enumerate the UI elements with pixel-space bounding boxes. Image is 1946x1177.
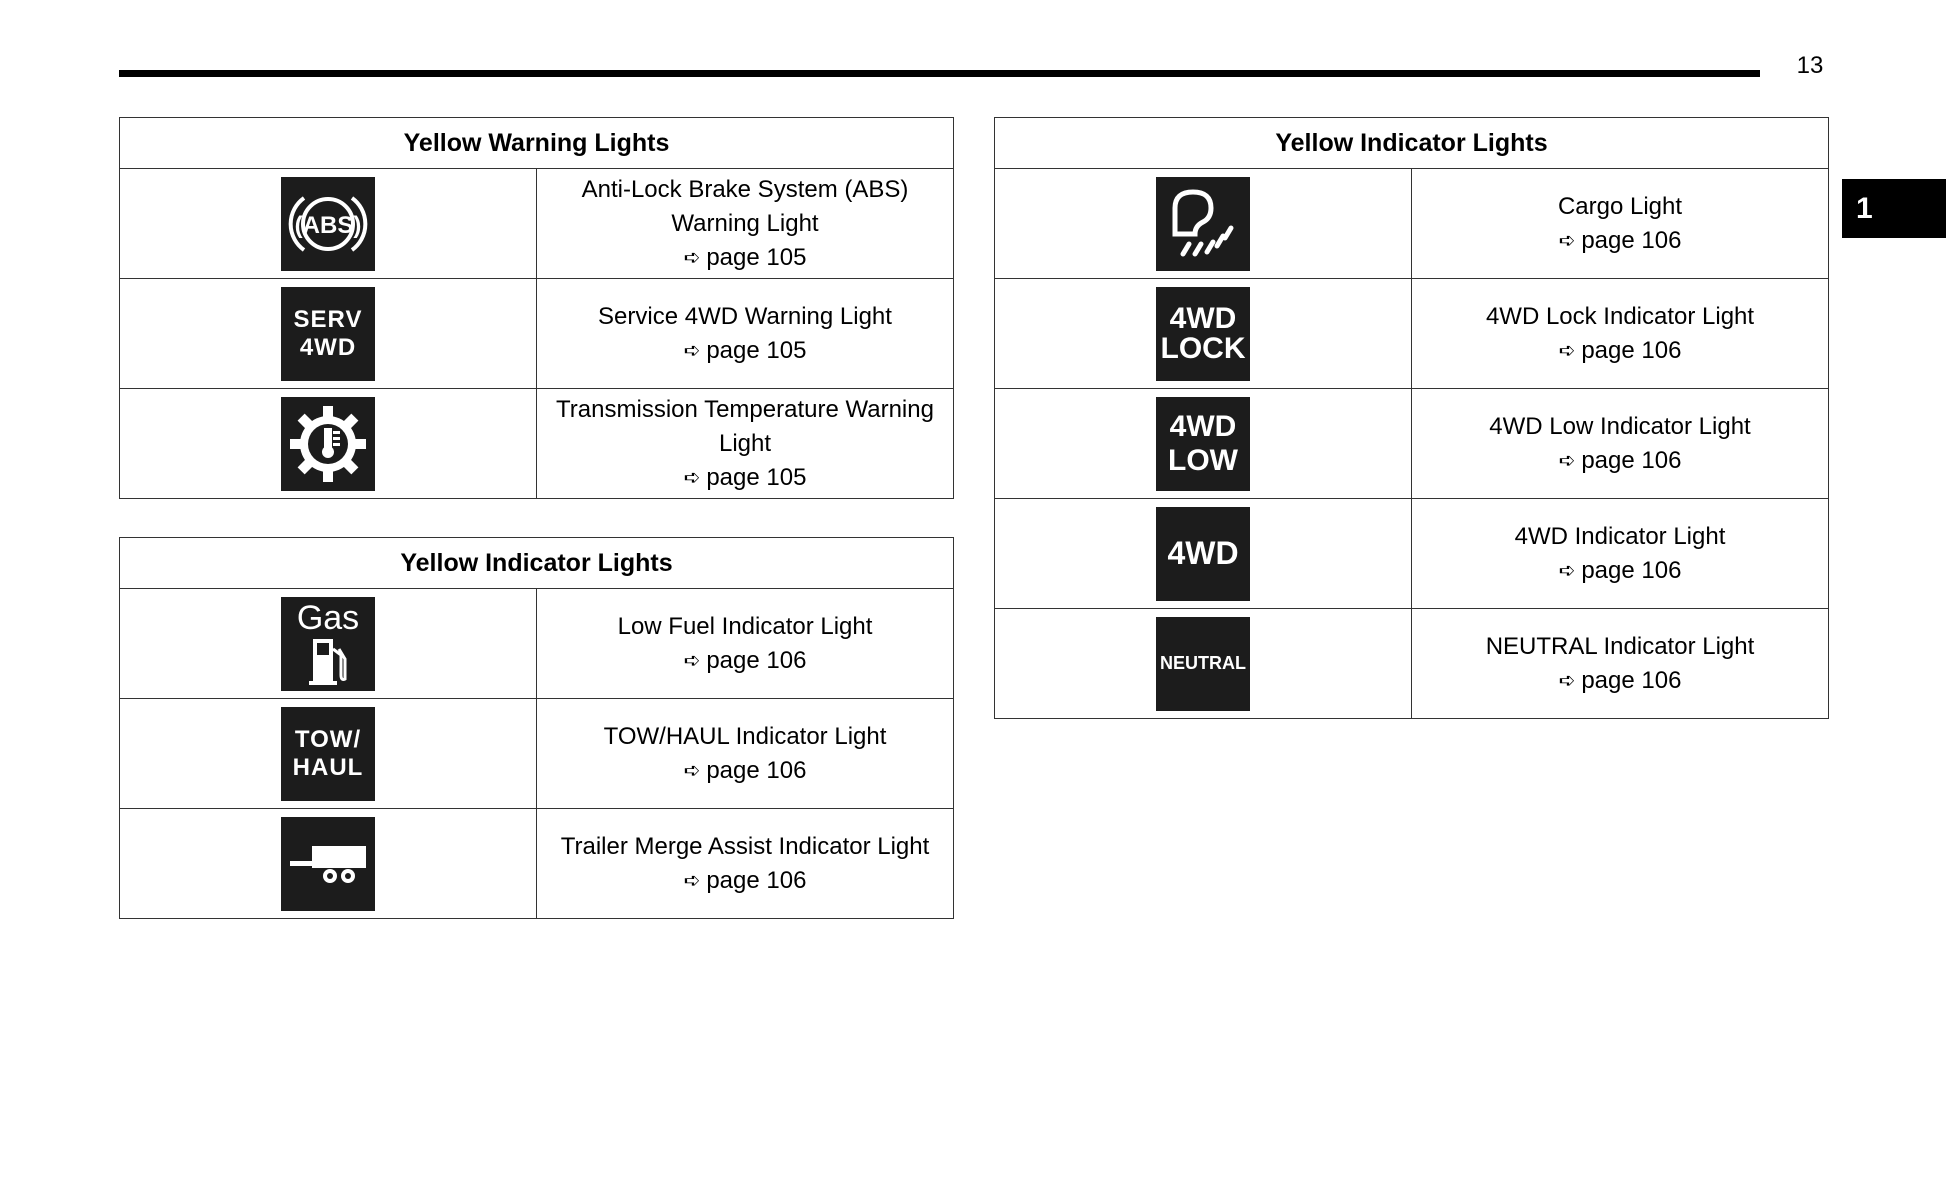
light-name: Transmission Temperature Warning Light <box>556 395 934 457</box>
light-name: Low Fuel Indicator Light <box>617 612 873 640</box>
light-name: NEUTRAL Indicator Light <box>1485 632 1755 660</box>
table-row <box>120 809 954 919</box>
table-row <box>120 589 954 699</box>
icon-text: NEUTRAL <box>1160 653 1246 673</box>
yellow-indicator-lights-table <box>119 537 954 919</box>
low-fuel-icon <box>281 597 375 691</box>
page-reference: page 105 <box>706 243 807 271</box>
arrow-right-outline-icon: ➪ <box>1558 449 1576 472</box>
page-reference: page 106 <box>1581 556 1682 584</box>
light-name: Service 4WD Warning Light <box>598 302 892 330</box>
page-reference: page 106 <box>1581 666 1682 694</box>
page-reference: page 106 <box>706 756 807 784</box>
abs-icon <box>281 177 375 271</box>
page-reference-link[interactable] <box>1412 554 1828 588</box>
icon-text-line-2: HAUL <box>292 753 364 781</box>
header-rule <box>119 70 1760 77</box>
4wd-lock-icon <box>1156 287 1250 381</box>
table-row <box>995 609 1829 719</box>
table-row <box>120 699 954 809</box>
page-reference: page 106 <box>1581 226 1682 254</box>
page-reference: page 105 <box>706 463 807 491</box>
arrow-right-outline-icon: ➪ <box>683 759 701 782</box>
neutral-icon <box>1156 617 1250 711</box>
page-reference-link[interactable] <box>1412 334 1828 368</box>
icon-text-line-1: SERV <box>293 305 363 333</box>
table-title: Yellow Indicator Lights <box>120 538 954 589</box>
table-row <box>995 169 1829 279</box>
page-reference: page 106 <box>706 646 807 674</box>
page-reference-link[interactable] <box>1412 224 1828 258</box>
trailer-icon <box>281 817 375 911</box>
light-name: Anti-Lock Brake System (ABS) Warning Light <box>581 175 909 237</box>
tow-haul-icon <box>281 707 375 801</box>
page-reference-link[interactable] <box>1412 444 1828 478</box>
arrow-right-outline-icon: ➪ <box>1558 229 1576 252</box>
4wd-icon <box>1156 507 1250 601</box>
page-reference-link[interactable] <box>537 644 953 678</box>
light-name: Cargo Light <box>1557 192 1683 220</box>
serv-4wd-icon <box>281 287 375 381</box>
page-reference-link[interactable] <box>537 461 953 495</box>
light-name: TOW/HAUL Indicator Light <box>603 722 887 750</box>
table-row <box>995 499 1829 609</box>
icon-text-line-2: 4WD <box>299 333 357 361</box>
light-name: 4WD Lock Indicator Light <box>1485 302 1755 330</box>
arrow-right-outline-icon: ➪ <box>683 339 701 362</box>
icon-text: Gas <box>296 598 360 637</box>
page-reference: page 106 <box>1581 336 1682 364</box>
table-row <box>995 279 1829 389</box>
table-title: Yellow Indicator Lights <box>995 118 1829 169</box>
light-name: 4WD Low Indicator Light <box>1489 412 1751 440</box>
icon-text-line-2: LOCK <box>1160 331 1246 365</box>
icon-text-line-1: TOW/ <box>294 725 362 753</box>
transmission-temperature-icon <box>281 397 375 491</box>
arrow-right-outline-icon: ➪ <box>1558 339 1576 362</box>
icon-text: 4WD <box>1167 535 1239 571</box>
arrow-right-outline-icon: ➪ <box>683 246 701 269</box>
page-reference: page 106 <box>706 866 807 894</box>
arrow-right-outline-icon: ➪ <box>1558 559 1576 582</box>
table-row <box>120 279 954 389</box>
table-row <box>120 389 954 499</box>
table-title: Yellow Warning Lights <box>120 118 954 169</box>
page-reference-link[interactable] <box>1412 664 1828 698</box>
icon-text-line-2: LOW <box>1168 443 1238 477</box>
chapter-tab: 1 <box>1842 179 1946 238</box>
page-reference: page 106 <box>1581 446 1682 474</box>
page-reference-link[interactable] <box>537 864 953 898</box>
cargo-light-icon <box>1156 177 1250 271</box>
page-reference-link[interactable] <box>537 241 953 275</box>
light-name: Trailer Merge Assist Indicator Light <box>560 832 930 860</box>
arrow-right-outline-icon: ➪ <box>683 869 701 892</box>
page-number: 13 <box>1796 52 1824 79</box>
arrow-right-outline-icon: ➪ <box>1558 669 1576 692</box>
yellow-warning-lights-table <box>119 117 954 499</box>
page-reference-link[interactable] <box>537 754 953 788</box>
page-reference: page 105 <box>706 336 807 364</box>
light-name: 4WD Indicator Light <box>1514 522 1726 550</box>
yellow-indicator-lights-table-right <box>994 117 1829 719</box>
arrow-right-outline-icon: ➪ <box>683 466 701 489</box>
abs-icon-text: (ABS) <box>294 211 362 239</box>
page-reference-link[interactable] <box>537 334 953 368</box>
4wd-low-icon <box>1156 397 1250 491</box>
table-row <box>120 169 954 279</box>
arrow-right-outline-icon: ➪ <box>683 649 701 672</box>
icon-text-line-1: 4WD <box>1169 301 1237 335</box>
icon-text-line-1: 4WD <box>1169 409 1237 443</box>
table-row <box>995 389 1829 499</box>
